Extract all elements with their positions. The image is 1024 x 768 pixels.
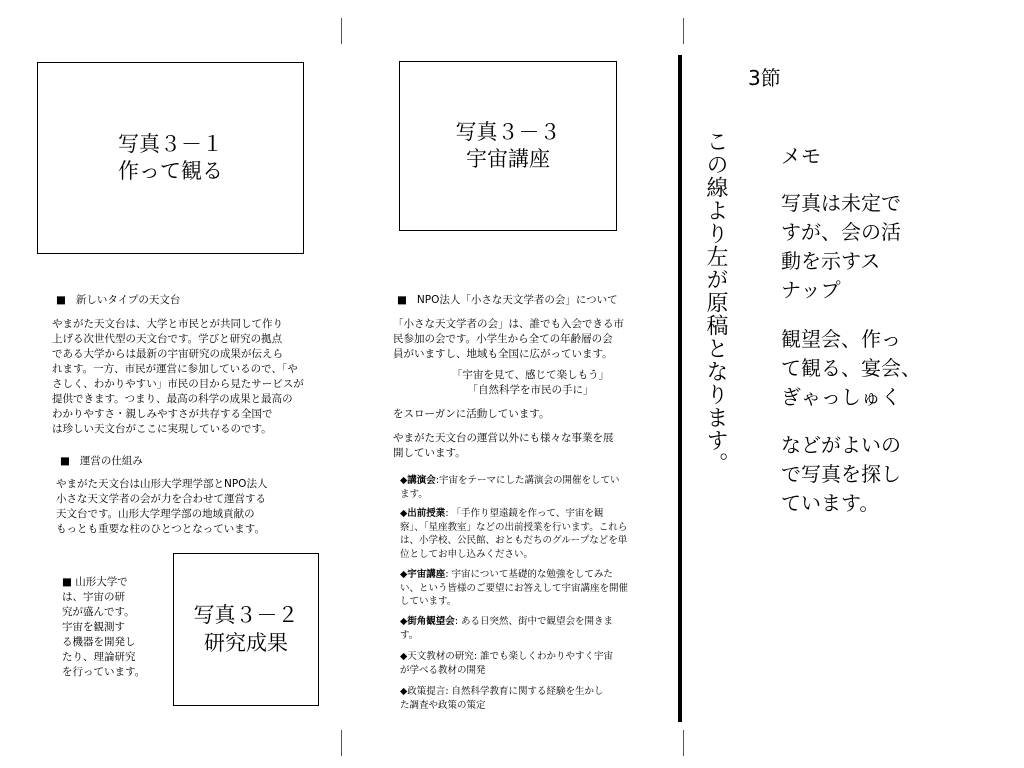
text-line: : 誰でも楽しくわかりやすく宇宙: [473, 651, 614, 662]
paragraph-new-type-observatory: [52, 317, 342, 437]
text-line: を行っています。: [62, 666, 146, 678]
photo-placeholder-3-2: [173, 553, 319, 706]
text-line: れます。一方、市民が運営に参加しているので、「や: [52, 363, 298, 375]
text-line: 究が盛んです。: [62, 606, 135, 618]
activity-label: ◆天文教材の研究: [400, 651, 474, 662]
section-heading-new-type-observatory: [56, 293, 180, 308]
top-fold-mark-right: [683, 18, 684, 44]
memo-line: 写真は未定で: [781, 191, 901, 215]
bottom-fold-mark-left: [341, 730, 342, 756]
text-line: やまがた天文台の運営以外にも様々な事業を展: [393, 432, 614, 444]
text-line: :宇宙をテーマにした講演会の開催をしてい: [435, 475, 620, 486]
text-line: : 宇宙について基礎的な勉強をしてみた: [445, 569, 613, 580]
memo-line: ぎゃっしゅく: [781, 385, 901, 409]
memo-line: 観望会、作っ: [781, 327, 901, 351]
paragraph-operation: [56, 477, 336, 537]
photo-3-1-label: 写真３－１: [118, 131, 223, 156]
activity-label: ◆講演会: [400, 475, 436, 486]
activity-item-lecture: [400, 474, 668, 501]
memo-paragraph-1: [781, 189, 901, 305]
memo-line: 動を示すス: [781, 249, 881, 273]
text-line: す。: [400, 629, 419, 641]
text-line: 天文台です。山形大学理学部の地域貢献の: [56, 508, 255, 520]
activity-label: ◆街角観望会: [400, 616, 455, 627]
text-line: 「小さな天文学者の会」は、誰でも入会できる市: [393, 318, 624, 330]
photo-3-2-label: 写真３－２: [193, 603, 299, 628]
activity-label: ◆政策提言: [400, 686, 446, 697]
text-line: が学べる教材の開発: [400, 664, 486, 676]
text-line: 上げる次世代型の天文台です。学びと研究の拠点: [52, 333, 283, 345]
text-line: しています。: [400, 596, 457, 607]
text-line: は、小学校、公民館、おともだちのグループなどを単: [400, 535, 628, 546]
memo-line: すが、会の活: [781, 220, 901, 244]
square-bullet-icon: ■: [60, 455, 70, 467]
top-fold-mark-left: [341, 18, 342, 44]
activity-label: ◆出前授業: [400, 508, 446, 519]
square-bullet-icon: ■: [397, 294, 407, 306]
text-line: : ある日突然、街中で観望会を開きま: [454, 616, 614, 627]
text-line: : 自然科学教育に関する経験を生かし: [445, 686, 604, 697]
square-bullet-icon: ■: [56, 294, 66, 306]
paragraph-yamagata-university: [62, 575, 170, 680]
paragraph-activities: [393, 431, 673, 461]
text-line: 小さな天文学者の会が力を合わせて運営する: [56, 493, 266, 505]
text-line: ■ 山形大学で: [62, 576, 128, 588]
slogan-line: 「自然科学を市民の手に」: [467, 384, 594, 396]
photo-placeholder-3-1: [37, 62, 304, 254]
heading-text: 新しいタイプの天文台: [75, 294, 181, 306]
activity-item-outreach-class: [400, 507, 668, 561]
manuscript-boundary-line: [678, 55, 682, 722]
text-line: やまがた天文台は山形大学理学部とNPO法人: [56, 478, 268, 490]
memo-paragraph-2: [781, 325, 921, 412]
photo-3-3-label: 写真３－３: [455, 119, 561, 144]
text-line: さしく、わかりやすい」市民の目から見たサービスが: [52, 378, 304, 390]
slogan-after-text: をスローガンに活動しています。: [393, 408, 550, 420]
photo-placeholder-3-3: [399, 61, 617, 231]
section-number: 3節: [748, 66, 781, 90]
text-line: は、宇宙の研: [62, 591, 125, 603]
text-line: である大学からは最新の宇宙研究の成果が伝えら: [52, 348, 283, 360]
text-line: い、という皆様のご要望にお答えして宇宙講座を開催: [400, 582, 629, 594]
activity-item-policy: [400, 685, 668, 712]
slogan-line: 「宇宙を見て、感じて楽しもう」: [451, 369, 610, 381]
text-line: もっとも重要な柱のひとつとなっています。: [56, 523, 265, 535]
text-line: 開しています。: [393, 447, 466, 459]
slogan-block: [393, 368, 668, 398]
memo-paragraph-3: [781, 431, 901, 518]
activity-item-space-course: [400, 568, 668, 609]
text-line: ます。: [400, 488, 428, 500]
memo-line: などがよいの: [781, 433, 901, 457]
text-line: わかりやすさ・親しみやすさが共存する全国で: [52, 408, 273, 420]
photo-3-2-caption: 研究成果: [204, 630, 288, 655]
text-line: 民参加の会です。小学生から全ての年齢層の会: [393, 333, 613, 345]
memo-line: ナップ: [781, 278, 841, 302]
section-heading-operation: [60, 454, 143, 469]
memo-title: メモ: [781, 144, 821, 168]
text-line: た調査や政策の策定: [400, 699, 486, 711]
section-heading-npo: [397, 293, 618, 308]
bottom-fold-mark-right: [683, 730, 684, 756]
text-line: 位としてお申し込みください。: [400, 548, 534, 560]
text-line: 察」、「星座教室」などの出前授業を行います。これら: [400, 521, 628, 533]
activity-label: ◆宇宙講座: [400, 569, 446, 580]
photo-3-1-caption: 作って観る: [118, 159, 223, 183]
photo-3-3-caption: 宇宙講座: [466, 147, 550, 171]
memo-line: ています。: [781, 491, 880, 515]
activity-item-street-stargazing: [400, 615, 668, 642]
text-line: 員がいますし、地域も全国に広がっています。: [393, 348, 613, 360]
paragraph-npo-intro: [393, 317, 673, 362]
memo-line: て観る、宴会、: [781, 356, 921, 380]
text-line: は珍しい天文台がここに実現しているのです。: [52, 423, 272, 435]
boundary-note-vertical: この線より左が原稿となります。: [703, 130, 728, 475]
heading-text: NPO法人「小さな天文学者の会」について: [416, 294, 618, 306]
text-line: やまがた天文台は、大学と市民とが共同して作り: [52, 318, 283, 330]
heading-text: 運営の仕組み: [79, 455, 143, 467]
text-line: 提供できます。つまり、最高の科学の成果と最高の: [52, 393, 293, 405]
text-line: : 「手作り望遠鏡を作って、宇宙を観: [445, 508, 604, 519]
text-line: 宇宙を観測す: [62, 621, 125, 633]
memo-line: で写真を探し: [781, 462, 901, 486]
text-line: たり、理論研究: [62, 651, 136, 663]
activity-item-teaching-material: [400, 650, 668, 677]
text-line: る機器を開発し: [62, 636, 136, 648]
